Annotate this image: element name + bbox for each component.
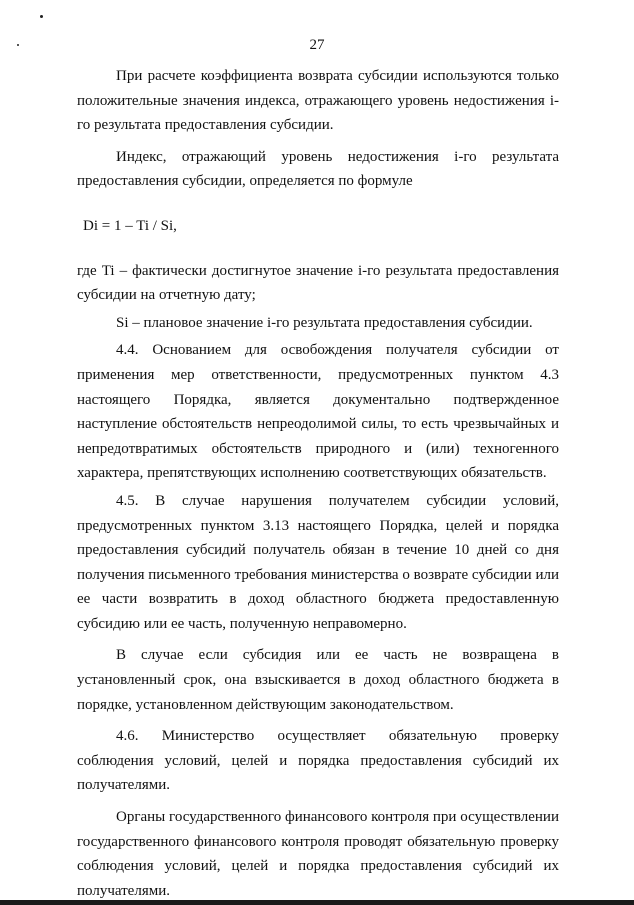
paragraph-4-6: 4.6. Министерство осуществляет обязательную проверку соблюдения условий, целей и порядка предоставления субсидий их получателями. xyxy=(77,728,559,794)
formula: Di = 1 – Ti / Si, xyxy=(83,217,177,234)
paragraph-refund-enforcement: В случае если субсидия или ее часть не возвращена в установленный срок, она взыскивается в доход областного бюджета в порядке, установленном действующим законодательством. xyxy=(77,647,559,713)
paragraph-coefficient-note: При расчете коэффициента возврата субсидии используются только положительные значения индекса, отражающего уровень недостижения i-го результата предоставления субсидии. xyxy=(77,68,559,134)
paragraph-4-4: 4.4. Основанием для освобождения получателя субсидии от применения мер ответственности, предусмотренных пунктом 4.3 настоящего Порядка, является документально подтвержденное наступление обстоятельств непреодолимой силы, то есть чрезвычайных и непредотвратимых обстоятельств природного и (или) техногенного характера, препятствующих исполнению соответствующих обязательств. xyxy=(77,342,559,482)
scan-bottom-edge xyxy=(0,900,634,905)
paragraph-financial-control: Органы государственного финансового контроля при осуществлении государственного финансового контроля проводят обязательную проверку соблюдения условий, целей и порядка предоставления субсидий их получателями. xyxy=(77,809,559,899)
document-body xyxy=(77,64,559,903)
page-number: 27 xyxy=(309,37,325,53)
paragraph-ti-definition: где Ti – фактически достигнутое значение i-го результата предоставления субсидии на отчетную дату; xyxy=(77,262,559,304)
scan-speck xyxy=(40,15,43,18)
paragraph-index-definition: Индекс, отражающий уровень недостижения i-го результата предоставления субсидии, определяется по формуле xyxy=(77,148,559,190)
paragraph-si-definition: Si – плановое значение i-го результата предоставления субсидии. xyxy=(116,314,533,331)
paragraph-4-5: 4.5. В случае нарушения получателем субсидии условий, предусмотренных пунктом 3.13 настоящего Порядка, целей и порядка предоставления субсидий получатель обязан в течение 10 дней со дня получения письменного требования министерства о возврате субсидии или ее части возвратить в доход областного бюджета предоставленную субсидию или ее часть, полученную неправомерно. xyxy=(77,492,559,632)
